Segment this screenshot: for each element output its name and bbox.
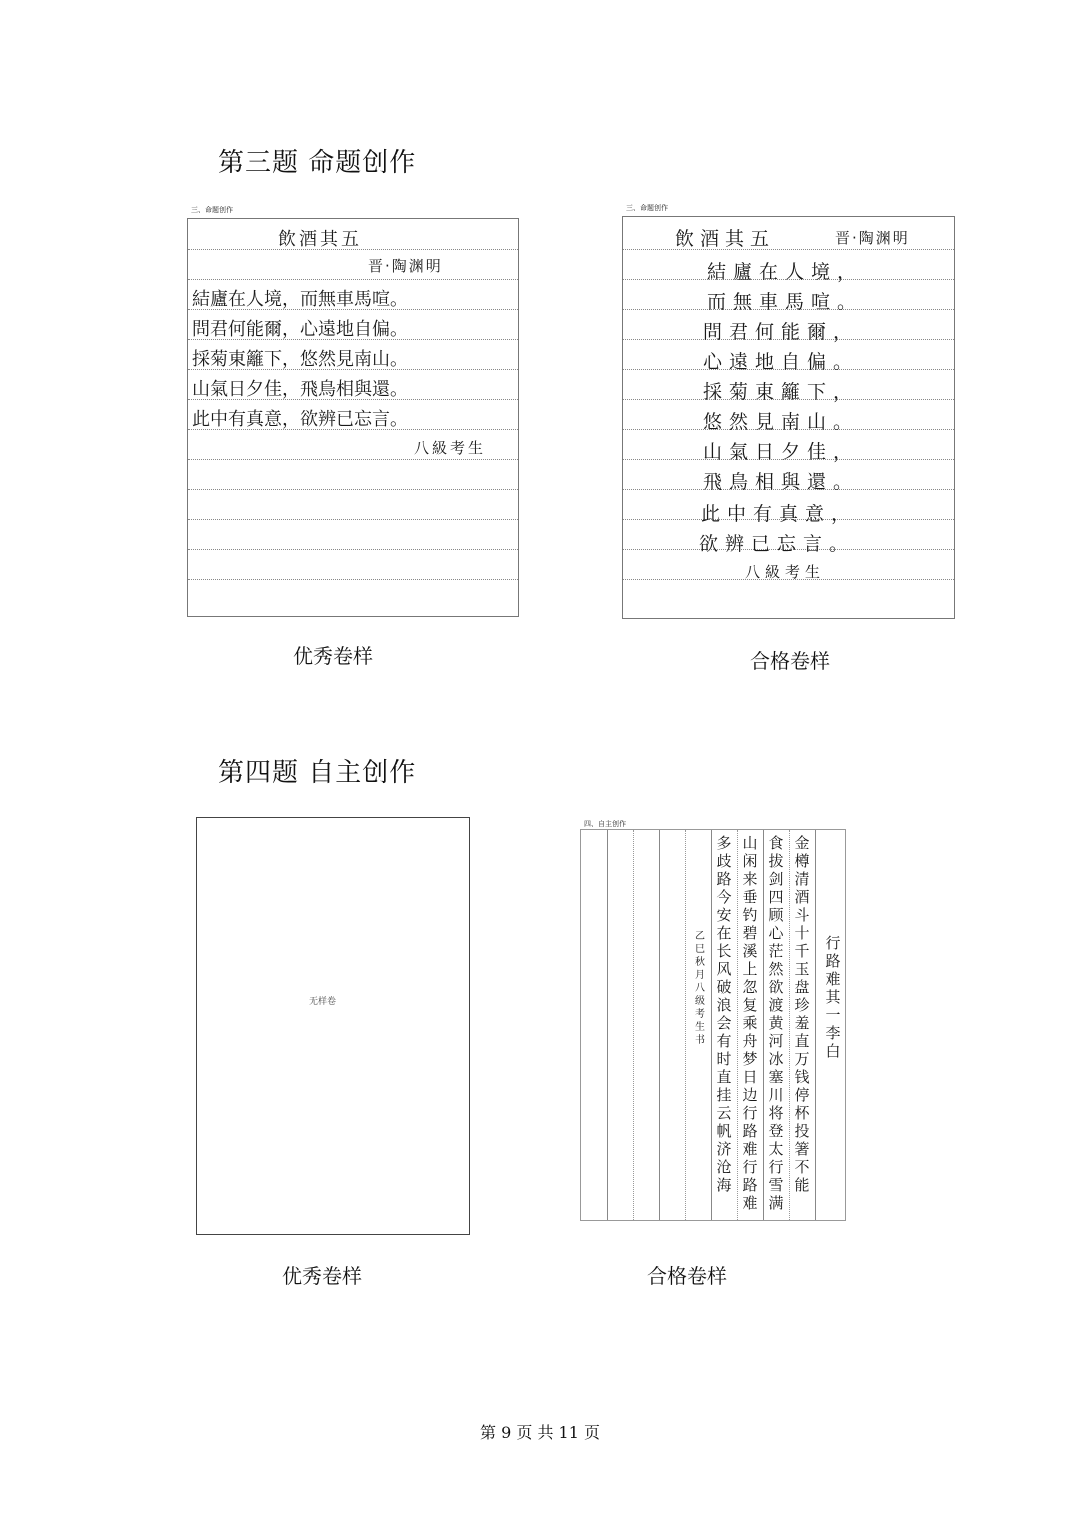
- poem-author: 晋·陶渊明: [368, 257, 443, 275]
- q4-excellent-sheet: [196, 817, 470, 1235]
- q4-qualified-sheet: [580, 817, 846, 1222]
- poem-line: 結廬在人境，: [707, 261, 864, 283]
- page-footer: 第 9 页 共 11 页: [480, 1423, 600, 1442]
- poem-line: 此中有真意，: [701, 503, 858, 525]
- poem-author: 晋·陶渊明: [835, 229, 910, 247]
- poem-line: 此中有真意，欲辨已忘言。: [192, 409, 408, 430]
- no-sample-label: 无样卷: [309, 997, 337, 1007]
- poem-line: 問君何能爾，心遠地自偏。: [192, 319, 408, 340]
- poem-line: 心遠地自偏。: [703, 351, 860, 373]
- poem-title: 飲酒其五: [278, 229, 362, 250]
- sheet-label: 三、命题创作: [191, 206, 233, 214]
- text-column: 金樽清酒斗十千玉盘珍羞直万钱停杯投箸不能: [794, 834, 810, 1194]
- poem-line: 山氣日夕佳，飛鳥相與還。: [192, 379, 408, 400]
- q3-qualified-caption: 合格卷样: [750, 649, 830, 673]
- poem-line: 結廬在人境，而無車馬喧。: [192, 289, 408, 310]
- text-column: 食拔剑四顾心茫然欲渡黄河冰塞川将登太行雪满: [768, 834, 784, 1212]
- ruled-paper: [622, 216, 955, 619]
- ruled-paper: [187, 218, 519, 617]
- poem-line: 山氣日夕佳，: [703, 441, 860, 463]
- text-column: 山闲来垂钓碧溪上忽复乘舟梦日边行路难行路难: [742, 834, 758, 1212]
- text-column: 乙巳秋月八级考生书: [695, 931, 705, 1046]
- poem-line: 而無車馬喧。: [707, 291, 864, 313]
- text-column: 多歧路今安在长风破浪会有时直挂云帆济沧海: [716, 834, 732, 1194]
- ruled-paper: [580, 829, 846, 1221]
- q3-heading: 第三题 命题创作: [218, 148, 417, 178]
- poem-title: 飲酒其五: [675, 228, 776, 250]
- q4-excellent-caption: 优秀卷样: [282, 1264, 362, 1288]
- q4-qualified-caption: 合格卷样: [647, 1264, 727, 1288]
- poem-line: 採菊東籬下，悠然見南山。: [192, 349, 408, 370]
- sheet-label: 四、自主创作: [584, 820, 626, 828]
- text-column: 行路难其一李白: [825, 934, 841, 1060]
- q4-heading: 第四题 自主创作: [218, 758, 417, 788]
- poem-line: 問君何能爾，: [703, 321, 860, 343]
- q3-excellent-sheet: [187, 203, 519, 617]
- q3-excellent-caption: 优秀卷样: [293, 644, 373, 668]
- poem-line: 採菊東籬下，: [703, 381, 860, 403]
- poem-line: 飛鳥相與還。: [703, 471, 860, 493]
- q3-qualified-sheet: [622, 200, 955, 620]
- poem-signature: 八級考生: [745, 563, 826, 581]
- poem-line: 悠然見南山。: [703, 411, 860, 433]
- poem-line: 欲辨已忘言。: [699, 533, 856, 555]
- sheet-label: 三、命题创作: [626, 204, 668, 212]
- poem-signature: 八級考生: [414, 439, 487, 457]
